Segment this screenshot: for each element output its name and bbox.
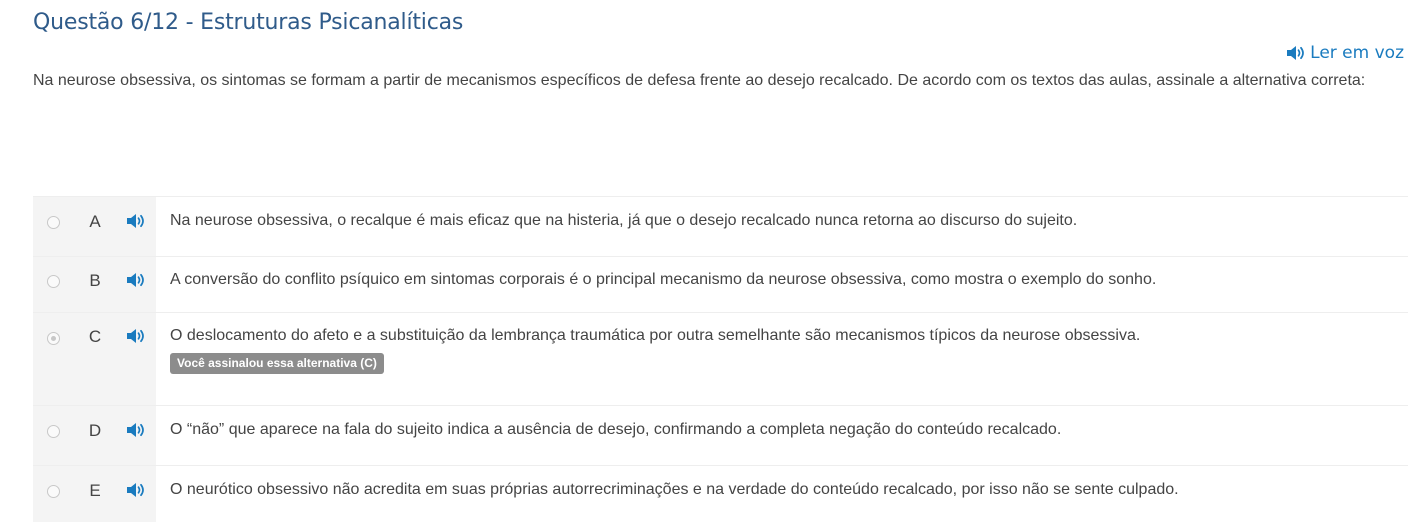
radio-option-d[interactable] <box>47 425 60 438</box>
option-row-b[interactable] <box>33 256 1408 312</box>
option-body <box>156 313 1408 405</box>
option-letter: B <box>89 271 101 290</box>
option-controls <box>33 313 156 405</box>
option-letter: A <box>89 212 101 231</box>
option-body <box>156 197 1408 256</box>
option-text: O deslocamento do afeto e a substituição da lembrança traumática por outra semelhante são mecanismos típicos da neurose obsessiva. <box>170 327 1141 344</box>
option-controls <box>33 466 156 522</box>
question-text: Na neurose obsessiva, os sintomas se formam a partir de mecanismos específicos de defesa frente ao desejo recalcado. De acordo com os textos das aulas, assinale a alternativa correta: <box>33 72 1366 89</box>
option-row-d[interactable] <box>33 405 1408 465</box>
page-title: Questão 6/12 - Estruturas Psicanalíticas <box>33 10 464 35</box>
radio-option-b[interactable] <box>47 275 60 288</box>
option-controls <box>33 257 156 312</box>
option-body <box>156 257 1408 312</box>
option-letter: E <box>89 481 101 500</box>
radio-option-e[interactable] <box>47 485 60 498</box>
speaker-volume-icon[interactable] <box>126 482 146 498</box>
speaker-volume-icon[interactable] <box>126 422 146 438</box>
option-body <box>156 406 1408 465</box>
option-text: Na neurose obsessiva, o recalque é mais eficaz que na histeria, já que o desejo recalcado nunca retorna ao discurso do sujeito. <box>170 212 1078 229</box>
radio-option-a[interactable] <box>47 216 60 229</box>
speaker-volume-icon[interactable] <box>126 272 146 288</box>
option-row-c[interactable] <box>33 312 1408 405</box>
read-aloud-button[interactable] <box>1286 43 1404 63</box>
selected-answer-badge: Você assinalou essa alternativa (C) <box>170 353 384 374</box>
option-row-a[interactable] <box>33 196 1408 256</box>
option-text: O neurótico obsessivo não acredita em suas próprias autorrecriminações e na verdade do conteúdo recalcado, por isso não se sente culpado. <box>170 481 1179 498</box>
option-body <box>156 466 1408 522</box>
option-letter: D <box>88 421 102 440</box>
speaker-volume-icon <box>1286 45 1306 61</box>
option-text: A conversão do conflito psíquico em sintomas corporais é o principal mecanismo da neurose obsessiva, como mostra o exemplo do sonho. <box>170 271 1157 288</box>
option-letter: C <box>88 327 102 346</box>
read-aloud-label: Ler em voz <box>1310 43 1404 63</box>
option-row-e[interactable] <box>33 465 1408 522</box>
speaker-volume-icon[interactable] <box>126 213 146 229</box>
option-text: O “não” que aparece na fala do sujeito indica a ausência de desejo, confirmando a completa negação do conteúdo recalcado. <box>170 421 1062 438</box>
radio-option-c[interactable] <box>47 332 60 345</box>
option-controls <box>33 406 156 465</box>
option-controls <box>33 197 156 256</box>
speaker-volume-icon[interactable] <box>126 328 146 344</box>
options-list <box>33 196 1408 522</box>
